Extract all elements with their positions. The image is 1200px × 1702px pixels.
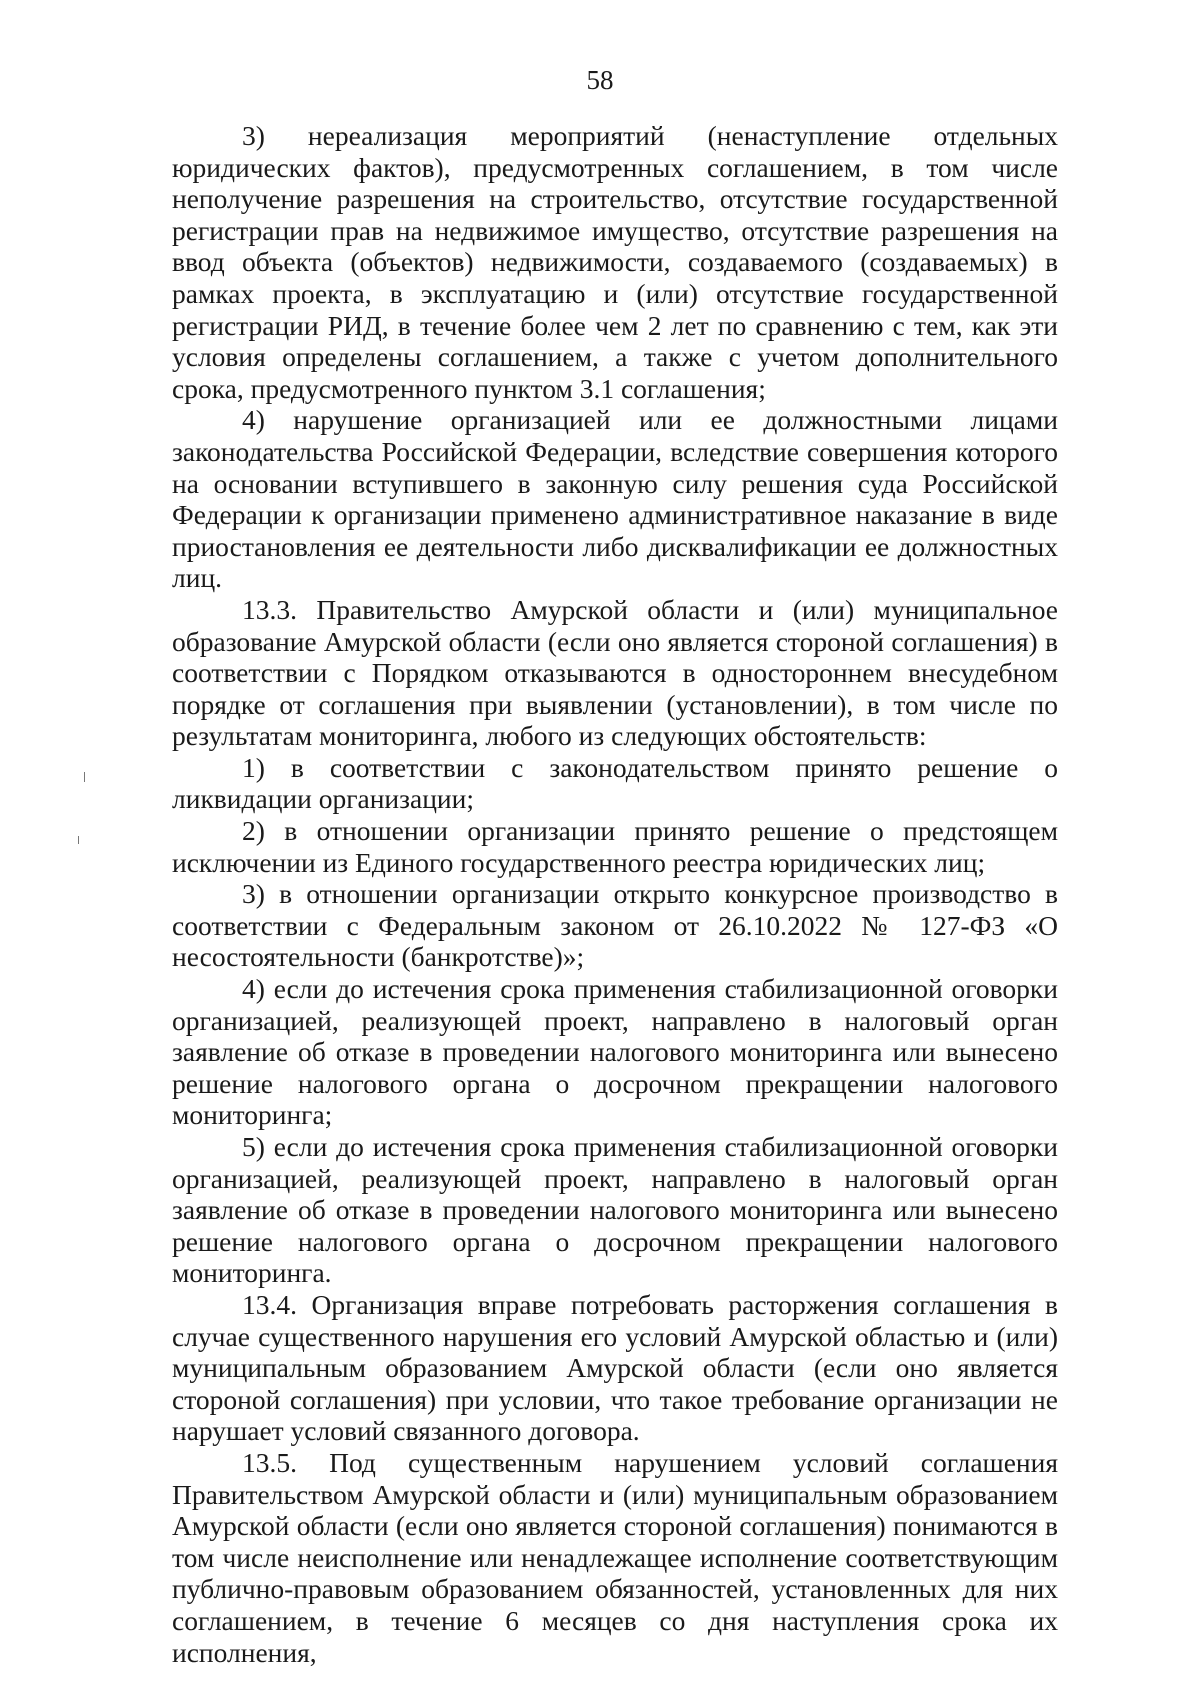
paragraph-13-4: 13.4. Организация вправе потребовать расторжения соглашения в случае существенного нарушения его условий Амурской областью и (или) муниципальным образованием Амурской области (если оно является стороной соглашения) при условии, что такое требование организации не нарушает условий связанного договора.: [172, 1288, 1058, 1447]
paragraph-13-3: 13.3. Правительство Амурской области и (или) муниципальное образование Амурской области (если оно является стороной соглашения) в соответствии с Порядком отказываются в одностороннем внесудебном порядке от соглашения при выявлении (установлении), в том числе по результатам мониторинга, любого из следующих обстоятельств:: [172, 593, 1058, 752]
paragraph-registry-exclusion: 2) в отношении организации принято решение о предстоящем исключении из Единого государственного реестра юридических лиц;: [172, 815, 1058, 878]
paragraph-tax-monitoring-5: 5) если до истечения срока применения стабилизационной оговорки организацией, реализующей проект, направлено в налоговый орган заявление об отказе в проведении налогового мониторинга или вынесено решение налогового органа о досрочном прекращении налогового мониторинга.: [172, 1131, 1058, 1289]
paragraph-13-5: 13.5. Под существенным нарушением условий соглашения Правительством Амурской области и (или) муниципальным образованием Амурской области (если оно является стороной соглашения) понимаются в том числе неисполнение или ненадлежащее исполнение соответствующим публично-правовым образованием обязанностей, установленных для них соглашением, в течение 6 месяцев со дня наступления срока их исполнения,: [172, 1446, 1058, 1668]
scan-artifact-line: [78, 836, 79, 844]
paragraph-item-3-nonimplementation: 3) нереализация мероприятий (ненаступление отдельных юридических фактов), предусмотренных соглашением, в том числе неполучение разрешения на строительство, отсутствие государственной регистрации прав на недвижимое имущество, отсутствие разрешения на ввод объекта (объектов) недвижимости, создаваемого (создаваемых) в рамках проекта, в эксплуатацию и (или) отсутствие государственной регистрации РИД, в течение более чем 2 лет по сравнению с тем, как эти условия определены соглашением, а также с учетом дополнительного срока, предусмотренного пунктом 3.1 соглашения;: [172, 120, 1058, 404]
document-body: [172, 120, 1058, 1668]
scan-artifact-line: [84, 772, 85, 782]
paragraph-liquidation: 1) в соответствии с законодательством принято решение о ликвидации организации;: [172, 751, 1058, 815]
page-number: 58: [586, 65, 614, 95]
paragraph-tax-monitoring-4: 4) если до истечения срока применения стабилизационной оговорки организацией, реализующей проект, направлено в налоговый орган заявление об отказе в проведении налогового мониторинга или вынесено решение налогового органа о досрочном прекращении налогового мониторинга;: [172, 973, 1058, 1131]
paragraph-bankruptcy: 3) в отношении организации открыто конкурсное производство в соответствии с Федеральным законом от 26.10.2022 № 127-ФЗ «О несостоятельности (банкротстве)»;: [172, 878, 1058, 973]
paragraph-item-4-violation: 4) нарушение организацией или ее должностными лицами законодательства Российской Федерации, вследствие совершения которого на основании вступившего в законную силу решения суда Российской Федерации к организации применено административное наказание в виде приостановления ее деятельности либо дисквалификации ее должностных лиц.: [172, 404, 1058, 594]
